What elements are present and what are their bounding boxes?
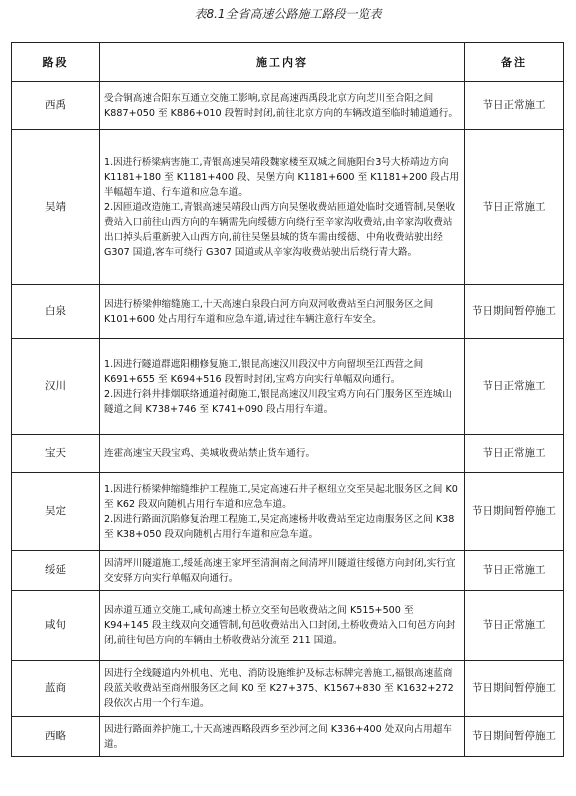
header-note: 备注 <box>465 43 564 82</box>
note-cell: 节日正常施工 <box>465 551 564 591</box>
content-cell <box>100 130 465 285</box>
content-cell <box>100 473 465 551</box>
content-cell <box>100 435 465 473</box>
note-cell: 节日期间暂停施工 <box>465 285 564 339</box>
table-row <box>12 473 564 551</box>
table-row <box>12 82 564 130</box>
content-cell <box>100 285 465 339</box>
table-row <box>12 285 564 339</box>
table-row <box>12 717 564 757</box>
content-paragraph: 因赤道互通立交施工,咸旬高速土桥立交至旬邑收费站之间 K515+500 至 K94+145 段主线双向交通管制,旬邑收费站出入口封闭,土桥收费站入口旬邑方向封闭,前往旬邑方向的车辆由土桥收费站分流至 211 国道。 <box>104 605 456 646</box>
note-cell: 节日期间暂停施工 <box>465 717 564 757</box>
section-name: 吴定 <box>12 473 100 551</box>
note-cell: 节日正常施工 <box>465 591 564 661</box>
content-paragraph: 2.因进行路面沉陷修复治理工程施工,吴定高速杨井收费站至定边南服务区之间 K38 至 K38+050 段双向随机占用行车道和应急车道。 <box>104 513 455 540</box>
note-cell: 节日正常施工 <box>465 435 564 473</box>
section-name: 汉川 <box>12 339 100 435</box>
section-name: 西略 <box>12 717 100 757</box>
table-row <box>12 661 564 717</box>
table-row <box>12 435 564 473</box>
table-title: 表8.1全省高速公路施工路段一览表 <box>194 7 382 21</box>
content-paragraph: 2.因匝道改造施工,青银高速吴靖段山西方向吴堡收费站匝道处临时交通管制,吴堡收费站入口前往山西方向的车辆需先向绥德方向绕行至辛家沟收费站,由辛家沟收费站出口掉头后重新驶入山西方向,前往吴堡县城的货车需由绥德、中角收费站驶出经 G307 国道,客车可绕行 G307 国道或从辛家沟收费站驶出后绕行青大路。 <box>104 201 456 258</box>
header-section: 路段 <box>12 43 100 82</box>
section-name: 白泉 <box>12 285 100 339</box>
content-cell <box>100 661 465 717</box>
section-name: 咸旬 <box>12 591 100 661</box>
content-paragraph: 因进行全线隧道内外机电、光电、消防设施维护及标志标牌完善施工,福银高速蓝商段蓝关收费站至商州服务区之间 K0 至 K27+375、K1567+830 至 K1632+272 段依次占用一个行车道。 <box>104 668 454 709</box>
note-cell: 节日正常施工 <box>465 82 564 130</box>
content-paragraph: 因进行桥梁伸缩缝施工,十天高速白泉段白河方向双河收费站至白河服务区之间 K101+600 处占用行车道和应急车道,请过往车辆注意行车安全。 <box>104 298 434 325</box>
section-name: 西禹 <box>12 82 100 130</box>
table-row <box>12 591 564 661</box>
content-paragraph: 连霍高速宝天段宝鸡、美城收费站禁止货车通行。 <box>104 448 316 459</box>
note-cell: 节日期间暂停施工 <box>465 661 564 717</box>
content-cell <box>100 551 465 591</box>
note-cell: 节日正常施工 <box>465 339 564 435</box>
section-name: 绥延 <box>12 551 100 591</box>
content-paragraph: 受合铜高速合阳东互通立交施工影响,京昆高速西禹段北京方向芝川至合阳之间 K887+050 至 K886+010 段暂时封闭,前往北京方向的车辆改道至临时辅道通行。 <box>104 92 458 119</box>
table-row <box>12 339 564 435</box>
content-paragraph: 因清坪川隧道施工,绥延高速王家坪至清涧南之间清坪川隧道往绥德方向封闭,实行宜交安驿方向实行单幅双向通行。 <box>104 557 456 584</box>
note-cell: 节日正常施工 <box>465 130 564 285</box>
content-paragraph: 1.因进行桥梁病害施工,青银高速吴靖段魏家楼至双城之间施阳台3号大桥靖边方向 K1181+180 至 K1181+400 段、吴堡方向 K1181+600 至 K1181+200 段占用半幅超车道、行车道和应急车道。 <box>104 156 460 198</box>
content-cell <box>100 82 465 130</box>
table-row <box>12 130 564 285</box>
content-cell <box>100 717 465 757</box>
content-paragraph: 1.因进行桥梁伸缩缝维护工程施工,吴定高速石井子枢纽立交至吴起北服务区之间 K0 至 K62 段双向随机占用行车道和应急车道。 <box>104 483 458 510</box>
content-paragraph: 2.因进行斜井排烟联络通道衬砌施工,银昆高速汉川段宝鸡方向石门服务区至连城山隧道之间 K738+746 至 K741+090 段占用行车道。 <box>104 388 452 415</box>
note-cell: 节日期间暂停施工 <box>465 473 564 551</box>
section-name: 吴靖 <box>12 130 100 285</box>
section-name: 宝天 <box>12 435 100 473</box>
construction-table <box>11 42 564 757</box>
table-row <box>12 551 564 591</box>
table-header-row <box>12 43 564 82</box>
content-paragraph: 1.因进行隧道群遮阳棚修复施工,银昆高速汉川段汉中方向留坝至江西营之间 K691+655 至 K694+516 段暂时封闭,宝鸡方向实行单幅双向通行。 <box>104 358 424 385</box>
section-name: 蓝商 <box>12 661 100 717</box>
header-content: 施工内容 <box>100 43 465 82</box>
content-paragraph: 因进行路面养护施工,十天高速西略段西乡至沙河之间 K336+400 处双向占用超车道。 <box>104 723 452 750</box>
content-cell <box>100 591 465 661</box>
content-cell <box>100 339 465 435</box>
